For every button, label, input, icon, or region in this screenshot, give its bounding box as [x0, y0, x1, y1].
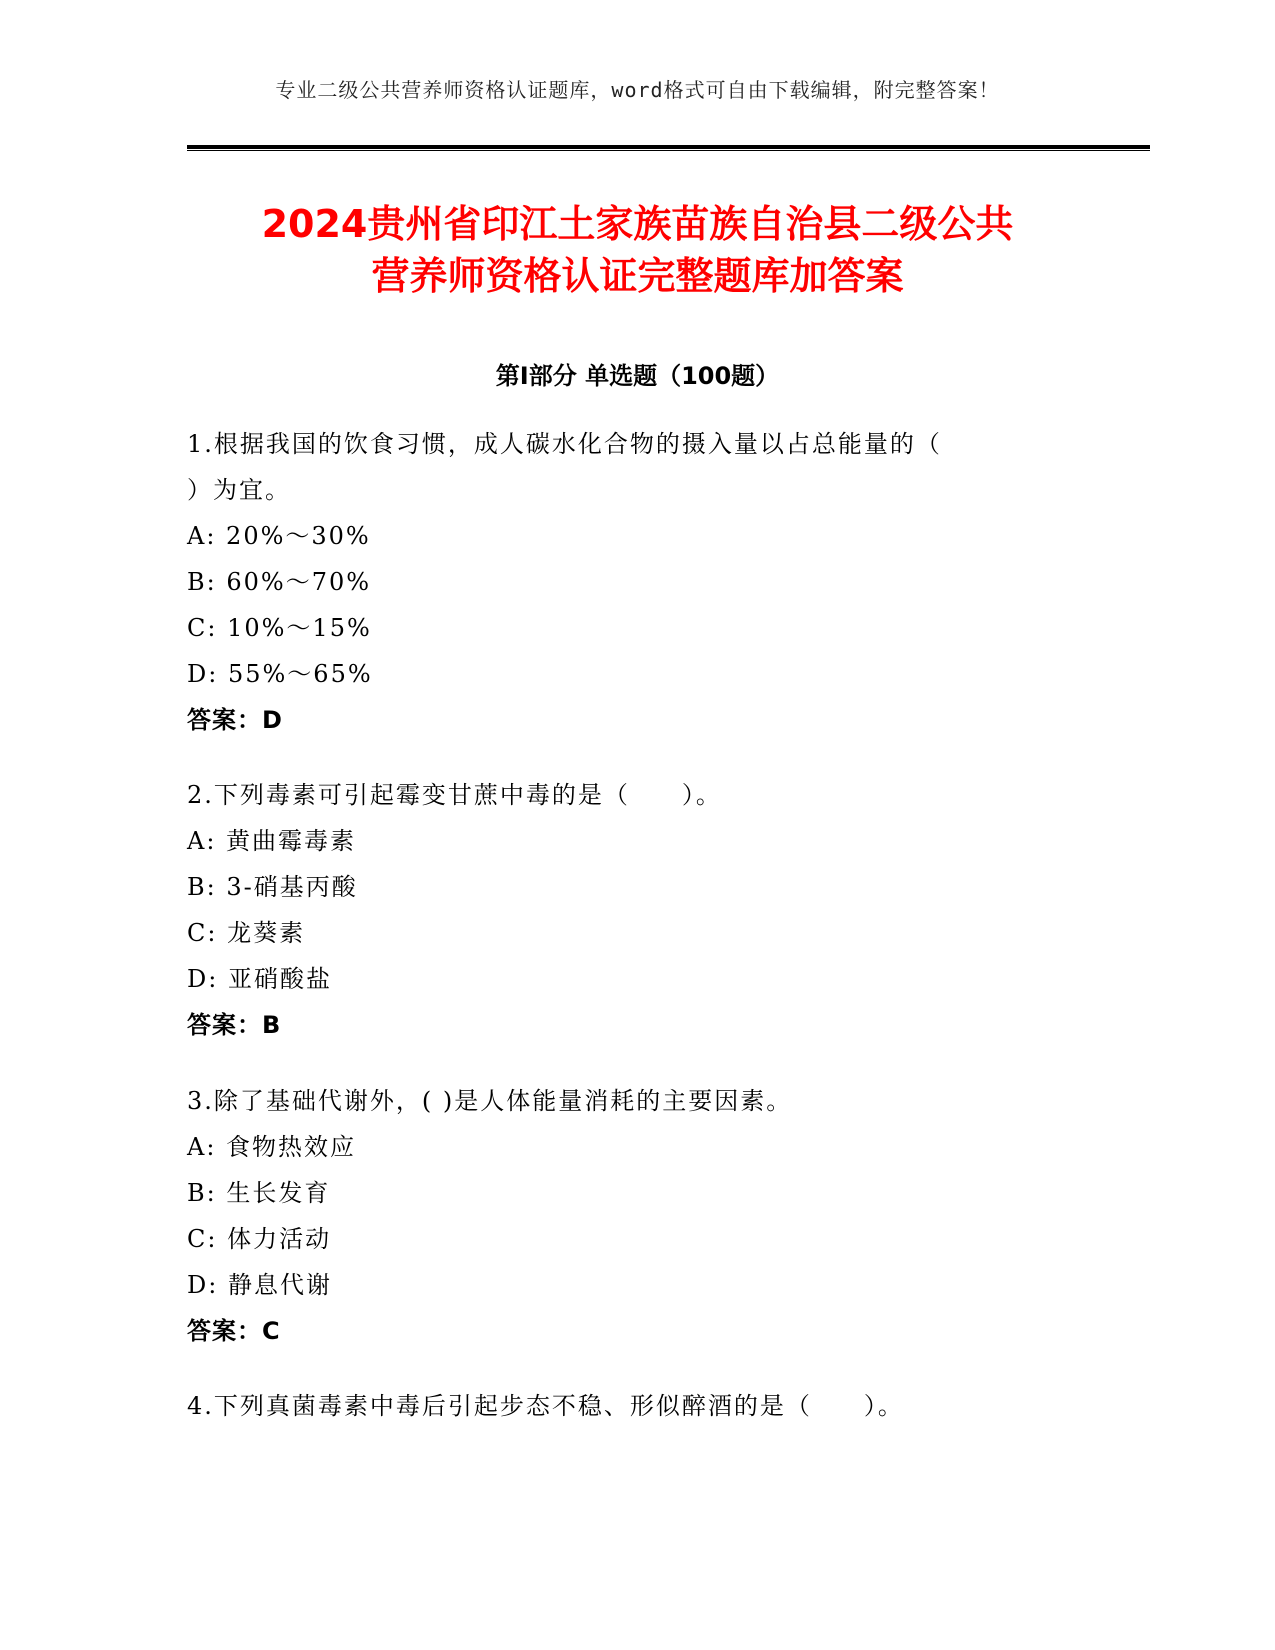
title-line-2: 营养师资格认证完整题库加答案	[371, 254, 904, 298]
option-a: A: 黄曲霉毒素	[187, 827, 357, 855]
header-rule	[187, 145, 1150, 151]
question-text: 3.除了基础代谢外，( )是人体能量消耗的主要因素。	[187, 1087, 793, 1115]
option-a: A: 食物热效应	[187, 1133, 357, 1161]
option-b: B: 60%～70%	[187, 568, 372, 596]
question-4	[187, 1383, 1087, 1429]
section-heading: 第Ⅰ部分 单选题（100题）	[495, 362, 780, 390]
option-d: D: 亚硝酸盐	[187, 965, 332, 993]
title-line-1: 2024贵州省印江土家族苗族自治县二级公共	[261, 202, 1014, 246]
document-title	[0, 198, 1275, 302]
option-a: A: 20%～30%	[187, 522, 371, 550]
question-text-cont: ）为宜。	[187, 476, 291, 504]
option-c: C: 体力活动	[187, 1225, 332, 1253]
option-b: B: 生长发育	[187, 1179, 331, 1207]
question-1	[187, 421, 1087, 743]
option-d: D: 静息代谢	[187, 1271, 332, 1299]
question-text: 1.根据我国的饮食习惯，成人碳水化合物的摄入量以占总能量的（	[187, 430, 942, 458]
option-d: D: 55%～65%	[187, 660, 373, 688]
question-2	[187, 772, 1087, 1048]
option-c: C: 10%～15%	[187, 614, 372, 642]
question-3	[187, 1078, 1087, 1354]
option-b: B: 3-硝基丙酸	[187, 873, 358, 901]
answer: 答案：C	[187, 1317, 281, 1345]
page-header: 专业二级公共营养师资格认证题库，word格式可自由下载编辑，附完整答案！	[275, 78, 1000, 102]
question-text: 4.下列真菌毒素中毒后引起步态不稳、形似醉酒的是（ ）。	[187, 1392, 904, 1420]
question-text: 2.下列毒素可引起霉变甘蔗中毒的是（ ）。	[187, 781, 722, 809]
answer: 答案：D	[187, 706, 283, 734]
option-c: C: 龙葵素	[187, 919, 306, 947]
answer: 答案：B	[187, 1011, 282, 1039]
